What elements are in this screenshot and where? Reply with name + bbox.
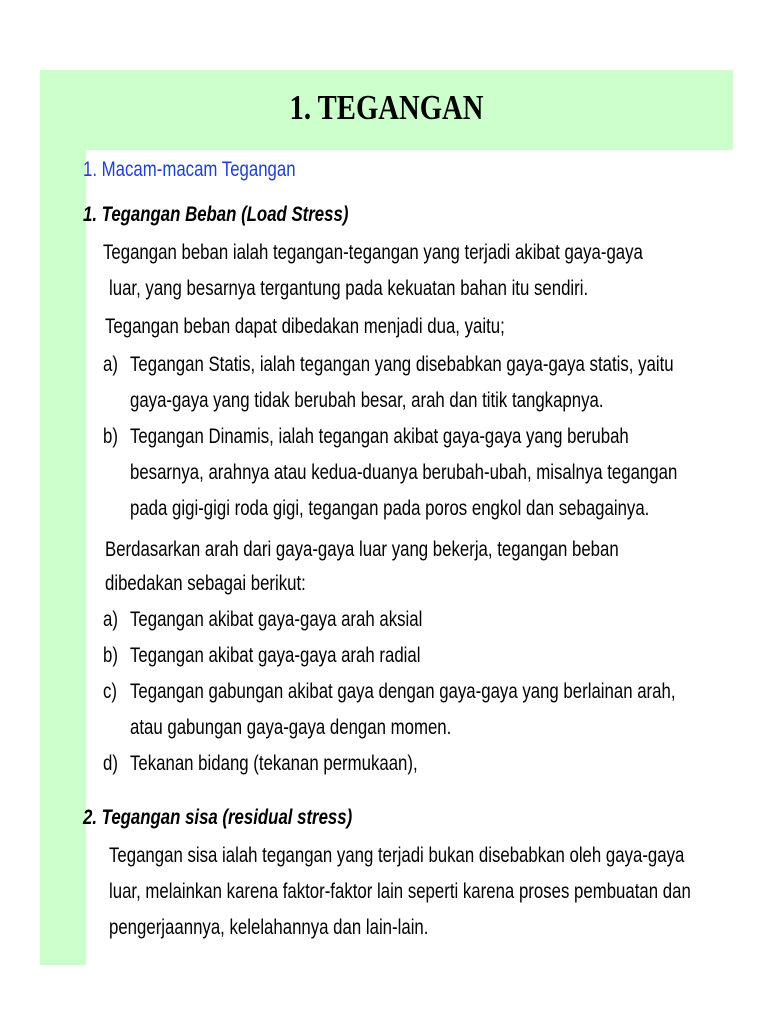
sub1-para1-line1: Tegangan beban ialah tegangan-tegangan yang terjadi akibat gaya-gaya bbox=[103, 241, 643, 264]
list2-item-c-line1: Tegangan gabungan akibat gaya dengan gaya-gaya yang berlainan arah, bbox=[130, 680, 676, 703]
list1-marker-a: a) bbox=[103, 353, 118, 376]
list1-item-a-line1: Tegangan Statis, ialah tegangan yang disebabkan gaya-gaya statis, yaitu bbox=[130, 353, 674, 376]
list2-marker-c: c) bbox=[103, 680, 117, 703]
section-heading: 1. Macam-macam Tegangan bbox=[83, 158, 296, 181]
list2-item-a: Tegangan akibat gaya-gaya arah aksial bbox=[130, 608, 423, 631]
sub1-para2-line1: Berdasarkan arah dari gaya-gaya luar yang bekerja, tegangan beban bbox=[105, 538, 619, 561]
list2-marker-b: b) bbox=[103, 644, 118, 667]
left-green-bar bbox=[40, 70, 86, 965]
sub2-heading: 2. Tegangan sisa (residual stress) bbox=[83, 806, 353, 829]
sub2-para-line1: Tegangan sisa ialah tegangan yang terjadi bukan disebabkan oleh gaya-gaya bbox=[109, 844, 685, 867]
sub2-para-line2: luar, melainkan karena faktor-faktor lain seperti karena proses pembuatan dan bbox=[109, 880, 691, 903]
list1-item-a-line2: gaya-gaya yang tidak berubah besar, arah dan titik tangkapnya. bbox=[130, 389, 604, 412]
list1-item-b-line2: besarnya, arahnya atau kedua-duanya berubah-ubah, misalnya tegangan bbox=[130, 461, 678, 484]
sub1-intro: Tegangan beban dapat dibedakan menjadi dua, yaitu; bbox=[105, 315, 505, 338]
list2-marker-d: d) bbox=[103, 752, 118, 775]
list2-item-b: Tegangan akibat gaya-gaya arah radial bbox=[130, 644, 421, 667]
list1-item-b-line3: pada gigi-gigi roda gigi, tegangan pada poros engkol dan sebagainya. bbox=[130, 497, 650, 520]
list2-item-c-line2: atau gabungan gaya-gaya dengan momen. bbox=[130, 716, 452, 739]
sub1-heading: 1. Tegangan Beban (Load Stress) bbox=[83, 203, 349, 226]
list2-item-d: Tekanan bidang (tekanan permukaan), bbox=[130, 752, 418, 775]
sub1-para2-line2: dibedakan sebagai berikut: bbox=[105, 572, 306, 595]
sub2-para-line3: pengerjaannya, kelelahannya dan lain-lain. bbox=[109, 916, 429, 939]
page-title: 1. TEGANGAN bbox=[289, 88, 484, 127]
list1-marker-b: b) bbox=[103, 425, 118, 448]
list2-marker-a: a) bbox=[103, 608, 118, 631]
sub1-para1-line2: luar, yang besarnya tergantung pada kekuatan bahan itu sendiri. bbox=[109, 277, 589, 300]
list1-item-b-line1: Tegangan Dinamis, ialah tegangan akibat gaya-gaya yang berubah bbox=[130, 425, 629, 448]
